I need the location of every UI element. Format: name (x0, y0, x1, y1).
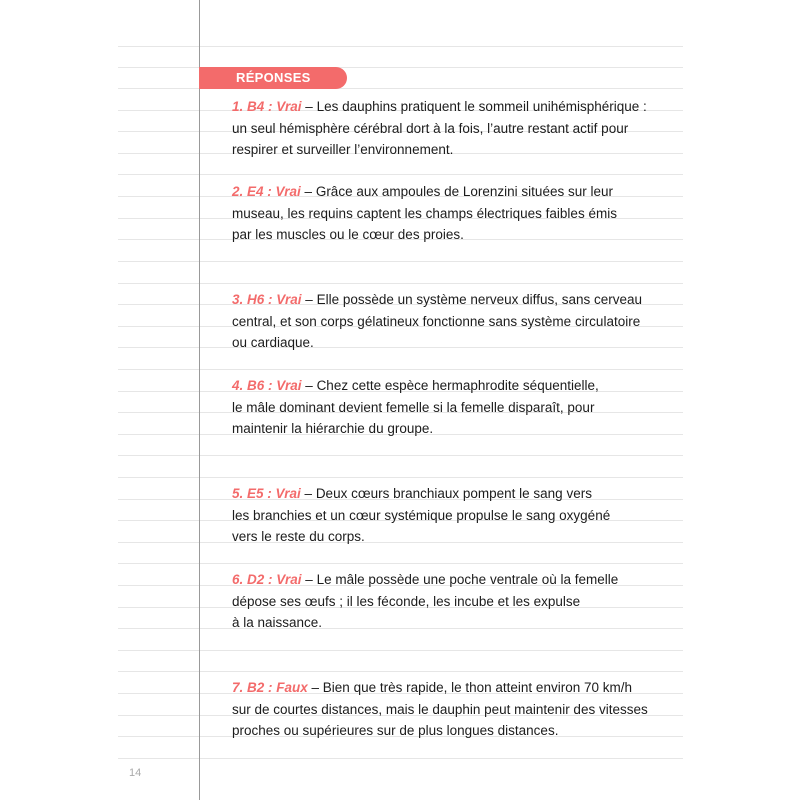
answer-line: 2. E4 : Vrai – Grâce aux ampoules de Lorenzini situées sur leur (232, 184, 613, 199)
answers-header-label: RÉPONSES (236, 70, 311, 85)
answer-item (232, 181, 684, 246)
answer-text: vers le reste du corps. (232, 529, 365, 545)
ruled-line (118, 477, 683, 478)
answer-text: par les muscles ou le cœur des proies. (232, 227, 464, 243)
answer-item (232, 569, 684, 634)
ruled-line (118, 369, 683, 370)
answer-text: Bien que très rapide, le thon atteint environ 70 km/h (322, 680, 632, 695)
answer-text: central, et son corps gélatineux fonctionne sans système circulatoire (232, 313, 641, 329)
answer-text: Grâce aux ampoules de Lorenzini situées sur leur (315, 184, 613, 199)
answer-key: 6. D2 : Vrai (232, 572, 302, 587)
answer-text: les branchies et un cœur systémique propulse le sang oxygéné (232, 507, 611, 523)
ruled-line (118, 46, 683, 47)
margin-line (199, 0, 200, 800)
answer-key: 5. E5 : Vrai (232, 486, 301, 501)
answer-text: dépose ses œufs ; il les féconde, les incube et les expulse (232, 593, 581, 609)
answer-text: un seul hémisphère cérébral dort à la fois, l’autre restant actif pour (232, 120, 629, 136)
answer-line: 1. B4 : Vrai – Les dauphins pratiquent le sommeil unihémisphérique : (232, 99, 647, 114)
answer-line: 6. D2 : Vrai – Le mâle possède une poche ventrale où la femelle (232, 572, 619, 587)
ruled-line (118, 455, 683, 456)
answer-item (232, 96, 684, 161)
answer-text: museau, les requins captent les champs électriques faibles émis (232, 205, 617, 221)
answer-text: respirer et surveiller l’environnement. (232, 142, 454, 158)
answer-text: Deux cœurs branchiaux pompent le sang vers (315, 486, 592, 501)
answer-text: sur de courtes distances, mais le dauphin peut maintenir des vitesses (232, 701, 648, 717)
answer-key: 7. B2 : Faux (232, 680, 308, 695)
answer-text: Chez cette espèce hermaphrodite séquentielle, (316, 378, 599, 393)
answer-key: 4. B6 : Vrai (232, 378, 302, 393)
answer-text: Les dauphins pratiquent le sommeil unihémisphérique : (316, 99, 647, 114)
answer-text: Elle possède un système nerveux diffus, sans cerveau (316, 292, 642, 307)
answer-line: 7. B2 : Faux – Bien que très rapide, le thon atteint environ 70 km/h (232, 680, 632, 695)
answer-text: le mâle dominant devient femelle si la femelle disparaît, pour (232, 399, 595, 415)
answer-text: proches ou supérieures sur de plus longues distances. (232, 723, 559, 739)
answer-item (232, 289, 684, 354)
answer-line: 3. H6 : Vrai – Elle possède un système nerveux diffus, sans cerveau (232, 292, 642, 307)
ruled-line (118, 283, 683, 284)
answer-text: Le mâle possède une poche ventrale où la femelle (316, 572, 619, 587)
ruled-line (118, 563, 683, 564)
ruled-line (118, 758, 683, 759)
answer-text: maintenir la hiérarchie du groupe. (232, 421, 434, 437)
ruled-line (118, 261, 683, 262)
ruled-line (118, 650, 683, 651)
answer-text: à la naissance. (232, 615, 323, 631)
answer-key: 1. B4 : Vrai (232, 99, 302, 114)
answer-item (232, 677, 684, 742)
answer-line: 5. E5 : Vrai – Deux cœurs branchiaux pompent le sang vers (232, 486, 592, 501)
answer-item (232, 483, 684, 548)
ruled-line (118, 174, 683, 175)
answer-key: 2. E4 : Vrai (232, 184, 301, 199)
ruled-line (118, 671, 683, 672)
answer-text: ou cardiaque. (232, 335, 314, 351)
answer-line: 4. B6 : Vrai – Chez cette espèce hermaphrodite séquentielle, (232, 378, 599, 393)
page-number: 14 (129, 767, 142, 779)
answer-item (232, 375, 684, 440)
answer-key: 3. H6 : Vrai (232, 292, 302, 307)
